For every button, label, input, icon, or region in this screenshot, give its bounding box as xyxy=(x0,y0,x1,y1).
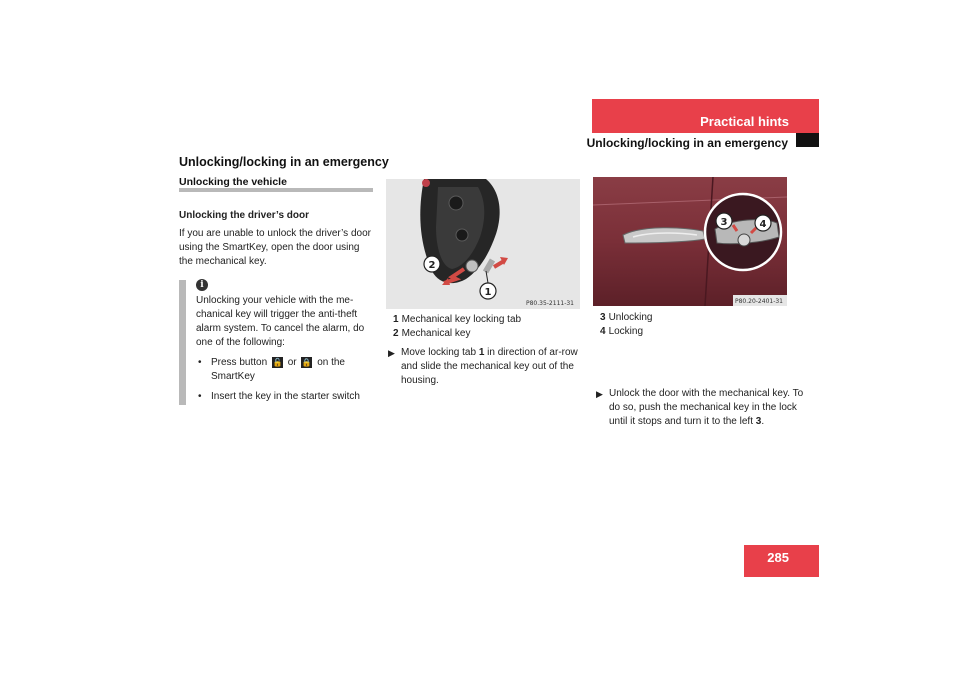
figure1-step xyxy=(388,346,594,388)
header-marker xyxy=(796,133,819,147)
figure2-legend xyxy=(600,311,790,339)
legend-num: 2 xyxy=(393,328,399,339)
step1-pre: Move locking tab xyxy=(401,347,477,358)
bullet1-pre: Press button xyxy=(211,357,268,368)
legend-item-3 xyxy=(600,311,790,325)
step1-num: 1 xyxy=(478,347,485,358)
legend-num: 4 xyxy=(600,326,606,337)
legend-item-2 xyxy=(393,327,583,341)
callout-1: 1 xyxy=(484,287,492,298)
step1-post: in direction of ar-row and slide the mechanical key out of the housing. xyxy=(401,347,578,386)
bullet1-post: on the SmartKey xyxy=(211,357,345,382)
key-fob-illustration xyxy=(386,179,580,309)
step2-num: 3 xyxy=(755,416,762,427)
page-number: 285 xyxy=(744,545,819,577)
step-arrow-icon: ▶ xyxy=(388,348,395,358)
info-bullet-2: • Insert the key in the starter switch xyxy=(196,390,376,404)
legend-item-1 xyxy=(393,313,583,327)
legend-item-4 xyxy=(600,325,790,339)
step2-pre: Unlock the door with the mechanical key. To do so, push the mechanical key in the lock until it stops and turn it to the left xyxy=(609,388,804,427)
callout-4: 4 xyxy=(759,219,767,230)
figure-door-handle xyxy=(593,177,787,306)
figure2-code: P80.20-2401-31 xyxy=(734,298,783,305)
legend-label: Mechanical key xyxy=(401,328,471,339)
info-bullets xyxy=(196,356,376,410)
legend-num: 3 xyxy=(600,312,606,323)
info-icon: i xyxy=(196,279,208,291)
step-arrow-icon: ▶ xyxy=(596,389,603,399)
info-box-bar xyxy=(179,280,186,405)
step2-post: . xyxy=(761,416,765,427)
lock-icon: 🔒 xyxy=(301,357,312,367)
unlock-icon: 🔓 xyxy=(272,357,283,367)
page-title: Unlocking/locking in an emergency xyxy=(179,155,389,169)
legend-label: Unlocking xyxy=(608,312,653,323)
legend-label: Mechanical key locking tab xyxy=(401,314,522,325)
section-subheading: Unlocking the vehicle xyxy=(179,176,287,188)
subheading-rule xyxy=(179,188,373,192)
figure2-step xyxy=(596,387,804,429)
door-handle-illustration xyxy=(593,177,787,306)
figure1-legend xyxy=(393,313,583,341)
figure-key-fob xyxy=(386,179,580,309)
legend-num: 1 xyxy=(393,314,399,325)
header-section-tab: Practical hints xyxy=(592,99,819,133)
bullet1-or: or xyxy=(287,357,297,368)
info-bullet-1 xyxy=(196,356,376,384)
callout-3: 3 xyxy=(720,217,728,228)
figure1-code: P80.35-2111-31 xyxy=(525,300,574,307)
driver-door-heading: Unlocking the driver’s door xyxy=(179,210,310,221)
callout-2: 2 xyxy=(428,260,436,271)
driver-door-text: If you are unable to unlock the driver’s door using the SmartKey, open the door using the mechanical key. xyxy=(179,228,371,267)
header-subsection: Unlocking/locking in an emergency xyxy=(586,136,788,150)
info-text: Unlocking your vehicle with the me-chanical key will trigger the anti-theft alarm system. To cancel the alarm, do one of the following: xyxy=(196,295,365,348)
legend-label: Locking xyxy=(608,326,644,337)
